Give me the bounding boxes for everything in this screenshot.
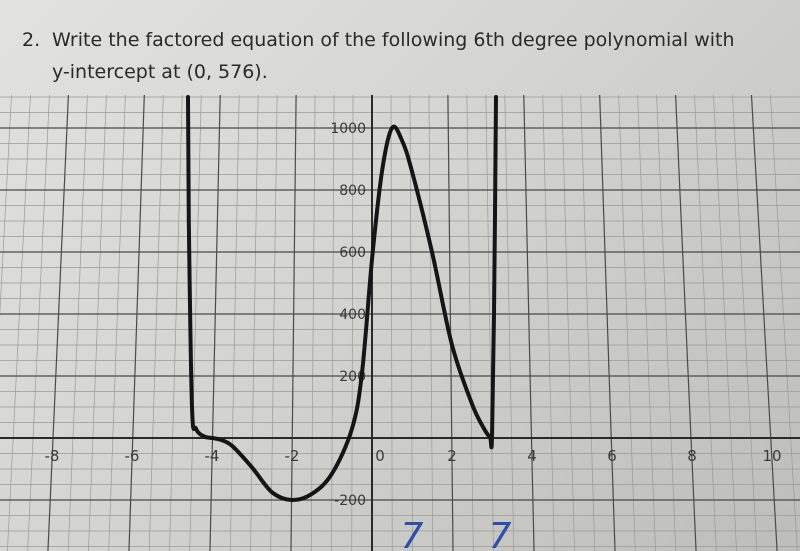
grid-line-minor-vertical: [543, 95, 555, 551]
grid-line-minor-vertical: [271, 95, 277, 551]
grid-line-minor-vertical: [429, 95, 433, 551]
grid-line-minor-vertical: [562, 95, 575, 551]
y-tick-label: 400: [339, 307, 366, 323]
y-tick-label: 800: [339, 183, 366, 199]
grid-line-minor-vertical: [505, 95, 514, 551]
grid-line-minor-vertical: [695, 95, 717, 551]
x-tick-label: -6: [124, 447, 140, 465]
grid-line-minor-vertical: [169, 95, 182, 551]
x-tick-label: 6: [607, 447, 617, 465]
x-tick-label: 4: [527, 447, 537, 465]
grid-line-minor-vertical: [7, 95, 30, 551]
grid-line-minor-vertical: [352, 95, 353, 551]
grid-line-major-vertical: [751, 95, 777, 551]
grid-line-major-vertical: [48, 95, 68, 551]
grid-line-minor-vertical: [581, 95, 595, 551]
x-tick-label: 0: [375, 447, 385, 465]
x-tick-label: -2: [284, 447, 300, 465]
grid-line-minor-vertical: [467, 95, 473, 551]
grid-line-major-vertical: [676, 95, 696, 551]
grid-line-minor-vertical: [149, 95, 163, 551]
grid-line-major-vertical: [291, 95, 296, 551]
x-tick-label: 2: [447, 447, 457, 465]
grid-line-minor-vertical: [230, 95, 239, 551]
y-tick-label: 600: [339, 245, 366, 261]
question-line-2: y-intercept at (0, 576).: [52, 61, 268, 83]
grid-line-minor-vertical: [68, 95, 87, 551]
x-tick-label: -4: [204, 447, 220, 465]
grid-line-minor-vertical: [391, 95, 392, 551]
grid-line-minor-vertical: [733, 95, 757, 551]
grid-line-minor-vertical: [311, 95, 315, 551]
handwritten-annotation: 7: [488, 516, 512, 551]
x-tick-label: 10: [762, 447, 782, 465]
grid-line-major-vertical: [129, 95, 144, 551]
x-tick-label: 8: [687, 447, 697, 465]
grid-line-minor-vertical: [109, 95, 126, 551]
question-line-1: Write the factored equation of the following 6th degree polynomial with: [52, 29, 735, 51]
grid-minor-lines: [0, 95, 800, 551]
y-tick-label: 200: [339, 369, 366, 385]
grid-line-major-vertical: [524, 95, 534, 551]
grid-line-minor-vertical: [714, 95, 737, 551]
grid-line-minor-vertical: [250, 95, 258, 551]
question-number: 2.: [22, 29, 41, 51]
handwritten-annotations: [401, 516, 512, 551]
grid-line-major-vertical: [210, 95, 220, 551]
y-tick-label: 1000: [330, 121, 366, 137]
grid-line-minor-vertical: [770, 95, 797, 551]
grid-line-minor-vertical: [28, 95, 50, 551]
grid-line-minor-vertical: [619, 95, 636, 551]
grid-major-lines: [0, 95, 800, 551]
handwritten-annotation: 7: [400, 516, 424, 551]
grid-line-minor-vertical: [657, 95, 676, 551]
grid-line-minor-vertical: [638, 95, 656, 551]
grid-line-major-vertical: [600, 95, 615, 551]
x-tick-label: -8: [44, 447, 60, 465]
y-tick-label: -200: [334, 493, 366, 509]
grid-line-minor-vertical: [88, 95, 106, 551]
grid-line-minor-vertical: [331, 95, 334, 551]
axes: [0, 95, 800, 551]
grid-line-minor-vertical: [0, 95, 11, 551]
